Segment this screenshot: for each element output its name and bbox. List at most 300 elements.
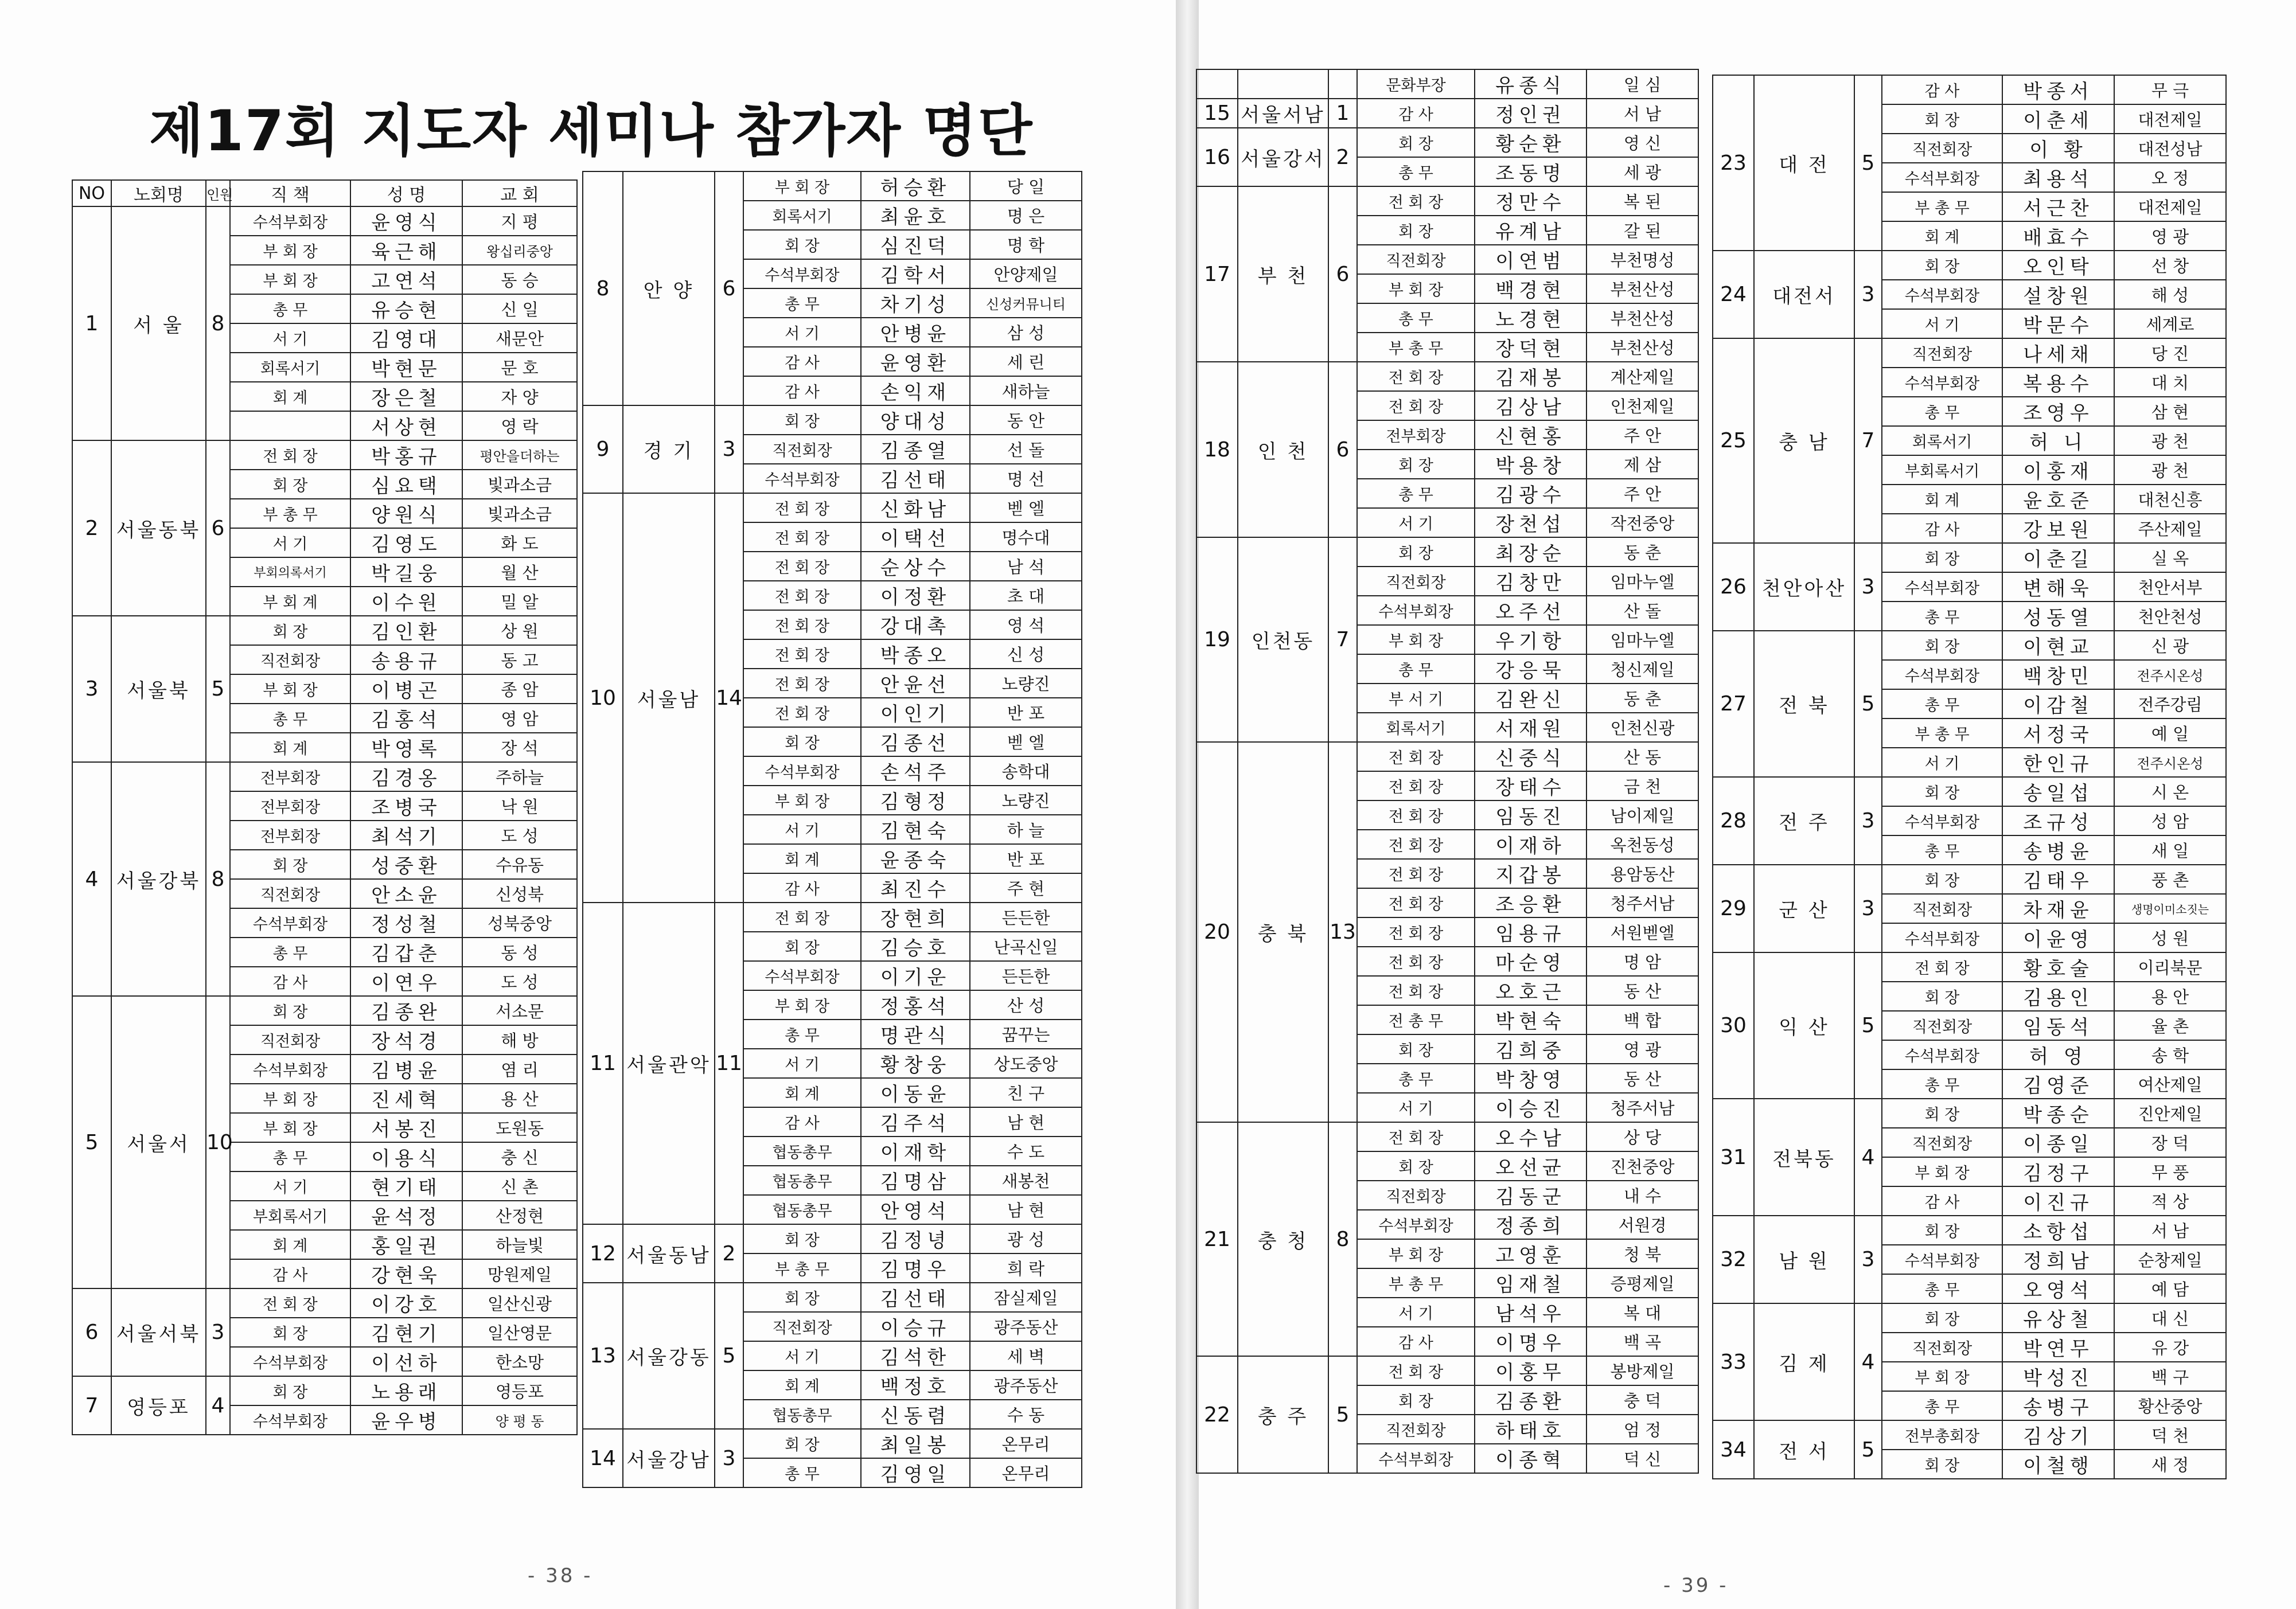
member-position: 서 기 (1882, 748, 2002, 777)
group-number: 12 (583, 1224, 623, 1283)
member-name: 이종일 (2002, 1128, 2114, 1157)
member-position (230, 411, 350, 440)
member-church: 남이제일 (1586, 800, 1698, 830)
member-position: 전 회 장 (743, 522, 861, 552)
member-name: 신현홍 (1475, 420, 1586, 450)
member-position: 부 회 장 (1357, 274, 1475, 303)
member-church: 동 승 (462, 265, 577, 294)
table-row (1196, 69, 1698, 99)
group-region: 인천동 (1238, 537, 1328, 742)
member-position: 총 무 (743, 1020, 861, 1049)
member-position: 부회록서기 (1882, 455, 2002, 485)
member-position: 총 무 (743, 288, 861, 318)
member-church: 천안서부 (2114, 572, 2226, 602)
member-name: 성동열 (2002, 602, 2114, 631)
group-number (1196, 69, 1238, 99)
member-church: 새봉천 (970, 1166, 1082, 1195)
member-position: 회 장 (1357, 537, 1475, 567)
member-church: 세 린 (970, 347, 1082, 376)
group-region: 인 천 (1238, 362, 1328, 537)
group-count: 5 (1854, 75, 1882, 251)
member-church: 난곡신일 (970, 932, 1082, 961)
member-position: 회 장 (230, 1376, 350, 1405)
member-name: 김선태 (861, 464, 970, 493)
member-name: 임재철 (1475, 1268, 1586, 1298)
member-name: 정인권 (1475, 99, 1586, 128)
group-region: 서울동북 (111, 440, 206, 616)
member-name: 신중식 (1475, 742, 1586, 771)
member-church: 빛과소금 (462, 470, 577, 499)
member-position: 전 회 장 (743, 581, 861, 610)
member-church: 동 고 (462, 645, 577, 674)
member-church: 대 신 (2114, 1303, 2226, 1333)
member-name: 지갑봉 (1475, 859, 1586, 888)
member-position: 직전회장 (1357, 567, 1475, 596)
member-church: 대천신흥 (2114, 485, 2226, 514)
group-number: 25 (1713, 338, 1754, 543)
group-region: 서울북 (111, 616, 206, 762)
member-church: 동 춘 (1586, 684, 1698, 713)
group-count: 2 (1328, 128, 1357, 186)
member-church: 명 선 (970, 464, 1082, 493)
member-church: 봉방제일 (1586, 1356, 1698, 1385)
member-name: 김상기 (2002, 1420, 2114, 1450)
member-church: 하 늘 (970, 815, 1082, 844)
member-name: 윤호준 (2002, 485, 2114, 514)
member-position: 총 무 (230, 938, 350, 967)
member-name: 신동렴 (861, 1400, 970, 1429)
member-position: 직전회장 (743, 435, 861, 464)
member-position: 부 회 장 (743, 786, 861, 815)
member-name: 장석경 (350, 1025, 462, 1055)
member-position: 감 사 (743, 347, 861, 376)
group-number: 34 (1713, 1420, 1754, 1479)
member-position: 수석부회장 (1882, 806, 2002, 835)
member-name: 김영일 (861, 1458, 970, 1487)
member-name: 손익재 (861, 376, 970, 405)
member-church: 서소문 (462, 996, 577, 1025)
member-church: 남 현 (970, 1195, 1082, 1224)
member-name: 박현문 (350, 353, 462, 382)
member-position: 전 회 장 (743, 903, 861, 932)
member-position: 전 회 장 (743, 698, 861, 727)
member-church: 남 현 (970, 1107, 1082, 1137)
member-church: 서 남 (2114, 1216, 2226, 1245)
member-church: 문 호 (462, 353, 577, 382)
table-row (1196, 362, 1698, 391)
member-name: 백정호 (861, 1370, 970, 1400)
member-church: 신 성 (970, 639, 1082, 669)
table-row (583, 171, 1082, 201)
member-position: 전부총회장 (1882, 1420, 2002, 1450)
member-name: 김명삼 (861, 1166, 970, 1195)
table-row (1713, 952, 2226, 982)
member-name: 김석한 (861, 1341, 970, 1370)
document-title: 제17회 지도자 세미나 참가자 명단 (149, 99, 1034, 164)
member-name: 송병윤 (2002, 835, 2114, 865)
member-name: 장태수 (1475, 771, 1586, 800)
member-name: 장현희 (861, 903, 970, 932)
member-name: 황순환 (1475, 128, 1586, 157)
member-church: 안양제일 (970, 259, 1082, 288)
member-church: 광 천 (2114, 455, 2226, 485)
member-position: 회 장 (230, 470, 350, 499)
member-name: 송용규 (350, 645, 462, 674)
member-position: 서 기 (743, 318, 861, 347)
member-church: 선 돌 (970, 435, 1082, 464)
member-church: 여산제일 (2114, 1069, 2226, 1099)
member-position: 전 회 장 (1357, 888, 1475, 917)
group-count: 6 (1328, 362, 1357, 537)
member-church: 잠실제일 (970, 1283, 1082, 1312)
member-name: 조영우 (2002, 397, 2114, 426)
member-name: 이춘길 (2002, 543, 2114, 572)
group-number: 19 (1196, 537, 1238, 742)
member-position: 서 기 (230, 1171, 350, 1201)
group-count: 10 (206, 996, 230, 1288)
member-position: 회 장 (230, 616, 350, 645)
member-position: 회 장 (1882, 1450, 2002, 1479)
member-position: 전 회 장 (1357, 771, 1475, 800)
member-name: 손석주 (861, 756, 970, 786)
member-name: 김영도 (350, 528, 462, 557)
member-name: 김갑춘 (350, 938, 462, 967)
member-church: 해 방 (462, 1025, 577, 1055)
group-count: 5 (715, 1283, 743, 1429)
member-name: 서상현 (350, 411, 462, 440)
member-name: 김주석 (861, 1107, 970, 1137)
member-church: 율 촌 (2114, 1011, 2226, 1040)
group-number: 32 (1713, 1216, 1754, 1303)
member-church: 인천제일 (1586, 391, 1698, 420)
member-position: 총 무 (1882, 1391, 2002, 1420)
member-position: 총 무 (1357, 303, 1475, 333)
member-name: 진세혁 (350, 1084, 462, 1113)
member-name: 김승호 (861, 932, 970, 961)
group-count: 5 (1854, 952, 1882, 1099)
member-position: 수석부회장 (743, 756, 861, 786)
member-name: 박연무 (2002, 1333, 2114, 1362)
group-region: 안 양 (623, 171, 715, 405)
member-position: 서 기 (1357, 508, 1475, 537)
member-name: 김현숙 (861, 815, 970, 844)
group-count: 4 (1854, 1099, 1882, 1216)
member-position: 수석부회장 (1882, 923, 2002, 952)
member-church: 작전중앙 (1586, 508, 1698, 537)
group-number: 23 (1713, 75, 1754, 251)
member-church: 영등포 (462, 1376, 577, 1405)
member-name: 유계남 (1475, 216, 1586, 245)
group-count: 8 (206, 206, 230, 440)
group-region (1238, 69, 1328, 99)
member-position: 부 서 기 (1357, 684, 1475, 713)
member-name: 조응환 (1475, 888, 1586, 917)
table-row (1713, 631, 2226, 660)
member-church: 지 평 (462, 206, 577, 236)
member-church: 전주시온성 (2114, 660, 2226, 689)
member-name: 이재학 (861, 1137, 970, 1166)
member-position: 수석부회장 (1357, 596, 1475, 625)
member-position: 직전회장 (1882, 338, 2002, 368)
member-position: 전부회장 (230, 821, 350, 850)
member-name: 이수원 (350, 587, 462, 616)
group-number: 10 (583, 493, 623, 903)
member-name: 유승현 (350, 294, 462, 323)
member-church: 상 원 (462, 616, 577, 645)
member-church: 상도중앙 (970, 1049, 1082, 1078)
member-name: 이춘세 (2002, 104, 2114, 134)
member-name: 허 영 (2002, 1040, 2114, 1069)
member-position: 부 회 장 (1882, 1157, 2002, 1186)
member-name: 최진수 (861, 873, 970, 903)
group-count: 2 (715, 1224, 743, 1283)
group-region: 영등포 (111, 1376, 206, 1435)
member-name: 서봉진 (350, 1113, 462, 1142)
member-name: 김종열 (861, 435, 970, 464)
member-name: 이선하 (350, 1347, 462, 1376)
group-region: 대전서 (1754, 251, 1854, 338)
group-number: 9 (583, 405, 623, 493)
member-church: 신성북 (462, 879, 577, 908)
member-name: 이병곤 (350, 674, 462, 704)
group-count: 3 (1854, 251, 1882, 338)
member-position: 회 계 (743, 1078, 861, 1107)
member-position: 감 사 (1357, 1327, 1475, 1356)
member-name: 정희남 (2002, 1245, 2114, 1274)
roster-table-1 (72, 179, 578, 1435)
member-name: 윤영식 (350, 206, 462, 236)
group-region: 천안아산 (1754, 543, 1854, 631)
member-name: 최용석 (2002, 163, 2114, 192)
member-name: 이승진 (1475, 1093, 1586, 1122)
group-number: 8 (583, 171, 623, 405)
member-church: 전주강림 (2114, 689, 2226, 718)
member-church: 대 치 (2114, 368, 2226, 397)
member-church: 광주동산 (970, 1312, 1082, 1341)
member-name: 강응묵 (1475, 654, 1586, 684)
member-position: 총 무 (230, 294, 350, 323)
group-number: 20 (1196, 742, 1238, 1122)
member-name: 양원식 (350, 499, 462, 528)
member-church: 세 광 (1586, 157, 1698, 186)
member-position: 부 회 장 (230, 236, 350, 265)
member-name: 송병구 (2002, 1391, 2114, 1420)
group-count: 3 (1854, 777, 1882, 865)
member-position: 회 장 (1882, 1099, 2002, 1128)
table-row (72, 616, 577, 645)
member-name: 윤석정 (350, 1201, 462, 1230)
member-church: 주 현 (970, 873, 1082, 903)
member-name: 우기항 (1475, 625, 1586, 654)
group-number: 24 (1713, 251, 1754, 338)
member-church: 명 학 (970, 230, 1082, 259)
member-name: 정성철 (350, 908, 462, 938)
member-name: 박창영 (1475, 1064, 1586, 1093)
group-count: 3 (715, 1429, 743, 1487)
group-count: 7 (1854, 338, 1882, 543)
member-church: 초 대 (970, 581, 1082, 610)
member-position: 전 회 장 (1357, 362, 1475, 391)
member-church: 임마누엘 (1586, 567, 1698, 596)
member-name: 최석기 (350, 821, 462, 850)
member-position: 수석부회장 (230, 908, 350, 938)
member-position: 감 사 (743, 376, 861, 405)
table-row (1713, 777, 2226, 806)
member-name: 이택선 (861, 522, 970, 552)
member-church: 주하늘 (462, 762, 577, 791)
member-church: 명 은 (970, 201, 1082, 230)
member-name: 유상철 (2002, 1303, 2114, 1333)
member-position: 회 계 (743, 1370, 861, 1400)
member-church: 복 된 (1586, 186, 1698, 216)
member-church: 도 성 (462, 967, 577, 996)
member-church: 당 일 (970, 171, 1082, 201)
member-position: 전 회 장 (1357, 917, 1475, 947)
member-name: 나세채 (2002, 338, 2114, 368)
member-name: 서정국 (2002, 718, 2114, 748)
member-church: 세 벽 (970, 1341, 1082, 1370)
member-church: 청 북 (1586, 1239, 1698, 1268)
member-name: 고연석 (350, 265, 462, 294)
member-name: 박영록 (350, 733, 462, 762)
member-church: 송 학 (2114, 1040, 2226, 1069)
member-position: 회록서기 (743, 201, 861, 230)
member-position: 전 회 장 (1357, 947, 1475, 976)
member-position: 전 회 장 (1357, 976, 1475, 1005)
table-row (1713, 338, 2226, 368)
member-church: 제 삼 (1586, 450, 1698, 479)
member-position: 서 기 (1882, 309, 2002, 338)
member-name: 이동윤 (861, 1078, 970, 1107)
member-position: 총 무 (230, 1142, 350, 1171)
member-name: 안윤선 (861, 669, 970, 698)
member-name: 차재윤 (2002, 894, 2114, 923)
table-row (72, 996, 577, 1025)
member-position: 감 사 (230, 967, 350, 996)
member-name: 김정구 (2002, 1157, 2114, 1186)
member-position: 직전회장 (1882, 134, 2002, 163)
member-church: 일 심 (1586, 69, 1698, 99)
member-name: 박홍규 (350, 440, 462, 470)
member-church: 동 안 (970, 405, 1082, 435)
member-church: 진천중앙 (1586, 1151, 1698, 1181)
member-church: 대전성남 (2114, 134, 2226, 163)
member-position: 수석부회장 (1882, 280, 2002, 309)
member-position: 협동총무 (743, 1195, 861, 1224)
group-number: 6 (72, 1288, 111, 1376)
member-church: 희 락 (970, 1253, 1082, 1283)
member-church: 옥천동성 (1586, 830, 1698, 859)
member-name: 김용인 (2002, 982, 2114, 1011)
member-position: 총 무 (1882, 602, 2002, 631)
member-name: 김정녕 (861, 1224, 970, 1253)
member-name: 심진덕 (861, 230, 970, 259)
group-region: 전 서 (1754, 1420, 1854, 1479)
member-name: 조동명 (1475, 157, 1586, 186)
member-position: 서 기 (230, 323, 350, 353)
member-position: 총 무 (1357, 1064, 1475, 1093)
table-row (1713, 75, 2226, 104)
member-position: 총 무 (1357, 157, 1475, 186)
member-church: 진안제일 (2114, 1099, 2226, 1128)
member-position: 총 무 (743, 1458, 861, 1487)
member-name: 복용수 (2002, 368, 2114, 397)
member-name: 김종환 (1475, 1385, 1586, 1415)
member-name: 현기태 (350, 1171, 462, 1201)
member-name: 백경현 (1475, 274, 1586, 303)
member-position: 전 회 장 (743, 639, 861, 669)
member-position: 회 계 (230, 1230, 350, 1259)
group-count (1328, 69, 1357, 99)
member-position: 서 기 (1357, 1298, 1475, 1327)
member-church: 인천신광 (1586, 713, 1698, 742)
member-position: 전 회 장 (743, 493, 861, 522)
member-name: 박용창 (1475, 450, 1586, 479)
group-number: 3 (72, 616, 111, 762)
member-church: 서 남 (1586, 99, 1698, 128)
member-church: 금 천 (1586, 771, 1698, 800)
member-name: 이정환 (861, 581, 970, 610)
member-church: 예 담 (2114, 1274, 2226, 1303)
member-church: 성북중앙 (462, 908, 577, 938)
member-position: 부 총 무 (1882, 192, 2002, 221)
group-count: 11 (715, 903, 743, 1224)
member-name: 배효수 (2002, 221, 2114, 251)
group-number: 16 (1196, 128, 1238, 186)
member-church: 전주시온성 (2114, 748, 2226, 777)
member-position: 회 장 (1357, 216, 1475, 245)
member-position: 부회록서기 (230, 1201, 350, 1230)
member-position: 직전회장 (1882, 1333, 2002, 1362)
member-name: 이감철 (2002, 689, 2114, 718)
group-number: 1 (72, 206, 111, 440)
member-name: 최일봉 (861, 1429, 970, 1458)
member-name: 이진규 (2002, 1186, 2114, 1216)
member-church: 산 동 (1586, 742, 1698, 771)
group-number: 17 (1196, 186, 1238, 362)
group-count: 6 (1328, 186, 1357, 362)
member-position: 수석부회장 (1882, 163, 2002, 192)
member-church: 벧 엘 (970, 727, 1082, 756)
group-number: 11 (583, 903, 623, 1224)
member-church: 동 성 (462, 938, 577, 967)
member-church: 무 극 (2114, 75, 2226, 104)
member-church: 동 춘 (1586, 537, 1698, 567)
member-church: 시 온 (2114, 777, 2226, 806)
member-name: 이홍재 (2002, 455, 2114, 485)
member-church: 일산영문 (462, 1318, 577, 1347)
group-number: 28 (1713, 777, 1754, 865)
member-church: 자 양 (462, 382, 577, 411)
member-church: 서원벧엘 (1586, 917, 1698, 947)
member-name: 김명우 (861, 1253, 970, 1283)
roster-table-4 (1712, 75, 2227, 1479)
member-name: 신화남 (861, 493, 970, 522)
member-name: 황호술 (2002, 952, 2114, 982)
member-name: 윤영환 (861, 347, 970, 376)
member-position: 부 총 무 (1357, 1268, 1475, 1298)
member-church: 반 포 (970, 698, 1082, 727)
member-name: 설창원 (2002, 280, 2114, 309)
group-count: 3 (206, 1288, 230, 1376)
member-position: 회 장 (743, 1429, 861, 1458)
member-name: 김현기 (350, 1318, 462, 1347)
member-position: 부 총 무 (743, 1253, 861, 1283)
member-church: 영 락 (462, 411, 577, 440)
member-church: 백 곡 (1586, 1327, 1698, 1356)
member-position: 회 계 (1882, 221, 2002, 251)
member-name: 오인탁 (2002, 251, 2114, 280)
